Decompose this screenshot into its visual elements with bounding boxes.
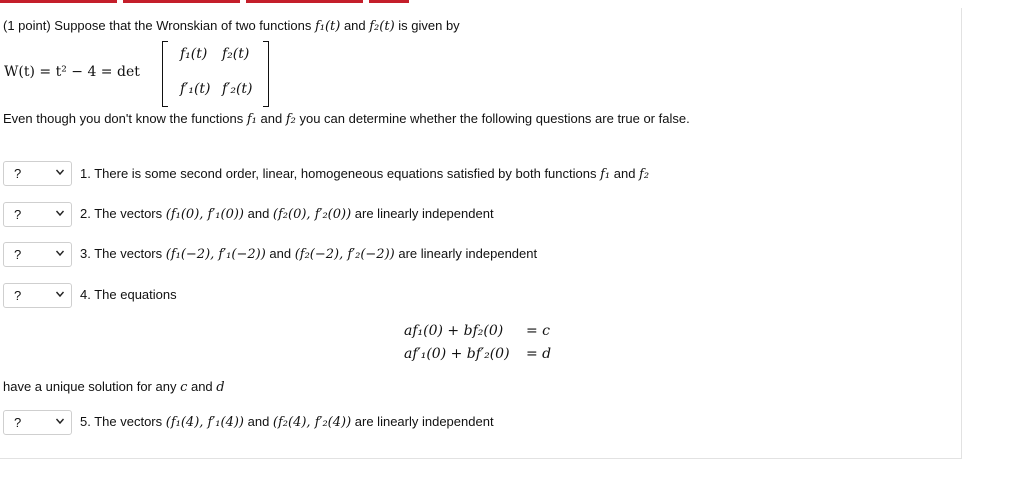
matrix-r2c1: f′₁(t) <box>180 81 211 97</box>
answer-select-4[interactable] <box>3 283 72 308</box>
equation-1-lhs: af₁(0) + bf₂(0) <box>404 323 504 339</box>
select-value: ? <box>14 415 22 430</box>
question-2: 2. The vectors (f₁(0), f′₁(0)) and (f₂(0), f′₂(0)) are linearly independent <box>80 206 494 222</box>
matrix-r1c1: f₁(t) <box>180 46 208 62</box>
select-value: ? <box>14 166 22 181</box>
answer-select-3[interactable] <box>3 242 72 267</box>
select-value: ? <box>14 207 22 222</box>
answer-select-5[interactable] <box>3 410 72 435</box>
wronskian-lhs: W(t) = t² − 4 = det <box>4 64 140 80</box>
top-accent-bar <box>0 0 117 3</box>
chevron-down-icon <box>55 167 65 177</box>
math-f1t: f₁(t) <box>314 19 341 34</box>
question-4: 4. The equations <box>80 287 177 302</box>
matrix-right-bracket <box>263 41 269 107</box>
top-accent-bar <box>246 0 363 3</box>
problem-intro: (1 point) Suppose that the Wronskian of two functions f₁(t) and f₂(t) is given by <box>3 18 460 34</box>
matrix-r1c2: f₂(t) <box>222 46 250 62</box>
select-value: ? <box>14 247 22 262</box>
matrix-left-bracket <box>162 41 168 107</box>
equation-2-rhs: = d <box>526 346 552 362</box>
answer-select-1[interactable] <box>3 161 72 186</box>
question-5: 5. The vectors (f₁(4), f′₁(4)) and (f₂(4), f′₂(4)) are linearly independent <box>80 414 494 430</box>
select-value: ? <box>14 288 22 303</box>
matrix-r2c2: f′₂(t) <box>222 81 253 97</box>
equation-1-rhs: = c <box>526 323 551 339</box>
chevron-down-icon <box>55 289 65 299</box>
math-f2t: f₂(t) <box>369 19 395 34</box>
chevron-down-icon <box>55 416 65 426</box>
unique-solution-text: have a unique solution for any c and d <box>3 379 225 395</box>
problem-note: Even though you don't know the functions f₁ and f₂ you can determine whether the following questions are true or false. <box>3 111 690 127</box>
chevron-down-icon <box>55 248 65 258</box>
answer-select-2[interactable] <box>3 202 72 227</box>
top-accent-bar <box>369 0 409 3</box>
equation-2-lhs: af′₁(0) + bf′₂(0) <box>404 346 510 362</box>
chevron-down-icon <box>55 208 65 218</box>
question-1: 1. There is some second order, linear, homogeneous equations satisfied by both functions f₁ and f₂ <box>80 166 650 182</box>
question-3: 3. The vectors (f₁(−2), f′₁(−2)) and (f₂(−2), f′₂(−2)) are linearly independent <box>80 246 538 262</box>
top-accent-bar <box>123 0 240 3</box>
